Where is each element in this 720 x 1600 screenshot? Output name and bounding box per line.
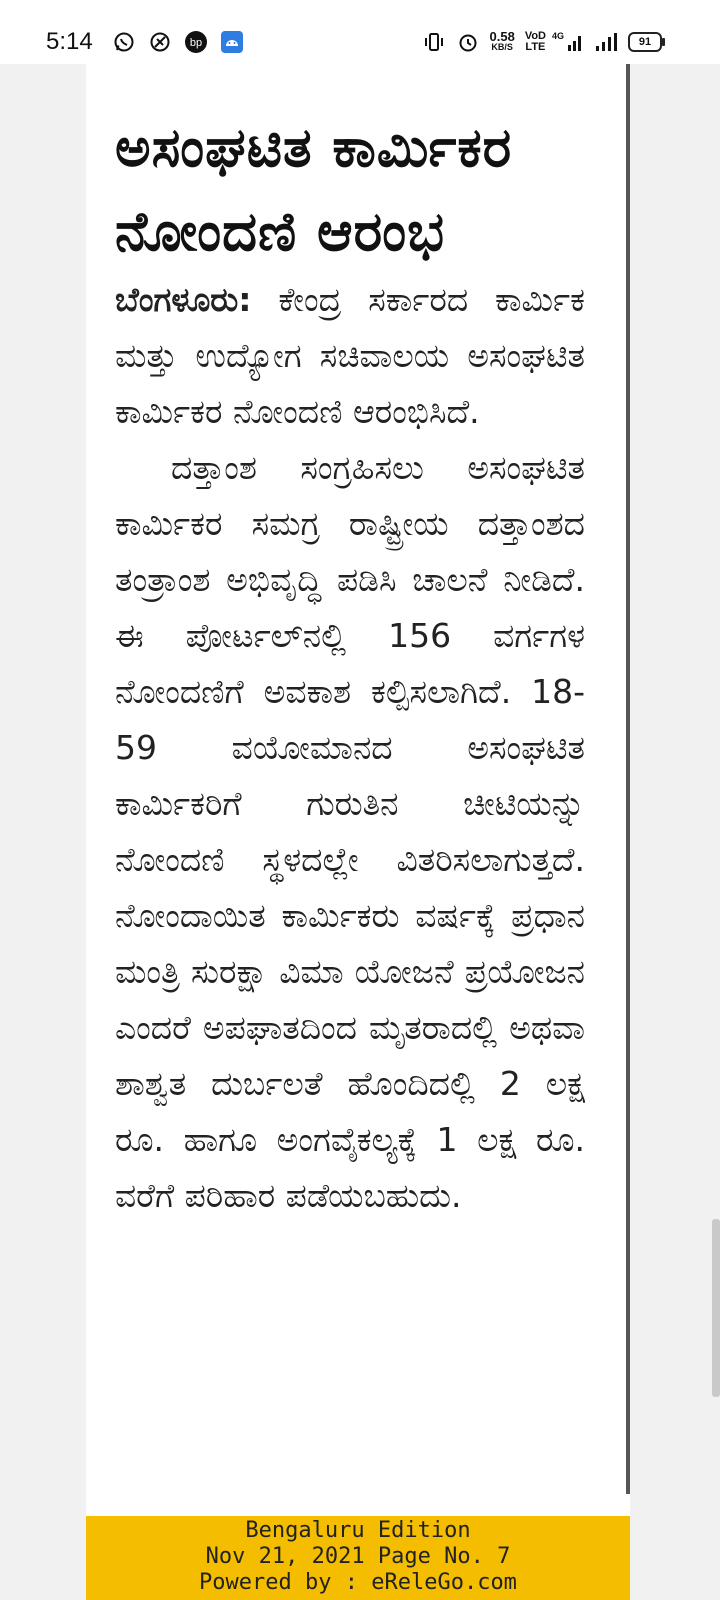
edition-name: Bengaluru Edition [245, 1518, 471, 1543]
paragraph-1-text: ಕೇಂದ್ರ ಸರ್ಕಾರದ ಕಾರ್ಮಿಕ ಮತ್ತು ಉದ್ಯೋಗ ಸಚಿವಾಲಯ ಅಸಂಘಟಿತ ಕಾರ್ಮಿಕರ ನೋಂದಣಿ ಆರಂಭಿಸಿದೆ. [115, 280, 585, 431]
article-body [115, 272, 585, 1224]
signal-4g-icon [551, 30, 584, 54]
newspaper-viewer[interactable] [0, 64, 720, 1600]
system-icons [422, 30, 663, 54]
alarm-icon [456, 30, 480, 54]
battery-icon [628, 32, 662, 52]
network-speed-unit: KB/S [491, 42, 513, 52]
column-rule [626, 64, 630, 1494]
volte-indicator [525, 31, 546, 53]
volte-bottom: LTE [525, 41, 546, 53]
network-speed [490, 31, 515, 53]
paragraph-1 [115, 272, 585, 440]
vibrate-icon [422, 30, 446, 54]
headline-line-1: ಅಸಂಘಟಿತ ಕಾರ್ಮಿಕರ [115, 116, 513, 179]
notification-icons [112, 30, 244, 54]
paragraph-2: ದತ್ತಾಂಶ ಸಂಗ್ರಹಿಸಲು ಅಸಂಘಟಿತ ಕಾರ್ಮಿಕರ ಸಮಗ್ರ ರಾಷ್ಟ್ರೀಯ ದತ್ತಾಂಶದ ತಂತ್ರಾಂಶ ಅಭಿವೃದ್ಧಿ ಪಡಿಸಿ ಚಾಲನೆ ನೀಡಿದೆ. ಈ ಪೋರ್ಟಲ್‌ನಲ್ಲಿ 156 ವರ್ಗಗಳ ನೋಂದಣಿಗೆ ಅವಕಾಶ ಕಲ್ಪಿಸಲಾಗಿದೆ. 18-59 ವಯೋಮಾನದ ಅಸಂಘಟಿತ ಕಾರ್ಮಿಕರಿಗೆ ಗುರುತಿನ ಚೀಟಿಯನ್ನು ನೋಂದಣಿ ಸ್ಥಳದಲ್ಲೇ ವಿತರಿಸಲಾಗುತ್ತದೆ. ನೋಂದಾಯಿತ ಕಾರ್ಮಿಕರು ವರ್ಷಕ್ಕೆ ಪ್ರಧಾನ ಮಂತ್ರಿ ಸುರಕ್ಷಾ ವಿಮಾ ಯೋಜನೆ ಪ್ರಯೋಜನ ಎಂದರೆ ಅಪಘಾತದಿಂದ ಮೃತರಾದಲ್ಲಿ ಅಥವಾ ಶಾಶ್ವತ ದುರ್ಬಲತೆ ಹೊಂದಿದಲ್ಲಿ 2 ಲಕ್ಷ ರೂ. ಹಾಗೂ ಅಂಗವೈಕಲ್ಯಕ್ಕೆ 1 ಲಕ್ಷ ರೂ. ವರೆಗೆ ಪರಿಹಾರ ಪಡೆಯಬಹುದು. [115, 448, 585, 1215]
svg-text:bp: bp [189, 37, 203, 49]
status-time: 5:14 [46, 28, 93, 55]
signal-icon [594, 30, 618, 54]
bp-app-icon [184, 30, 208, 54]
compass-icon [148, 30, 172, 54]
scrollbar-thumb[interactable] [712, 1219, 720, 1397]
headline-line-2: ನೋಂದಣಿ ಆರಂಭ [115, 200, 446, 263]
network-type: 4G [551, 31, 564, 41]
volte-top: VoD [524, 30, 546, 42]
article-headline [115, 106, 605, 274]
battery-level: 91 [638, 36, 652, 48]
android-icon [220, 30, 244, 54]
edition-footer [86, 1516, 630, 1600]
whatsapp-icon [112, 30, 136, 54]
network-speed-value: 0.58 [489, 29, 515, 44]
powered-by: Powered by : eReleGo.com [199, 1570, 517, 1595]
dateline: ಬೆಂಗಳೂರು: [115, 280, 252, 319]
edition-date-page: Nov 21, 2021 Page No. 7 [205, 1544, 511, 1569]
status-bar [0, 0, 720, 64]
